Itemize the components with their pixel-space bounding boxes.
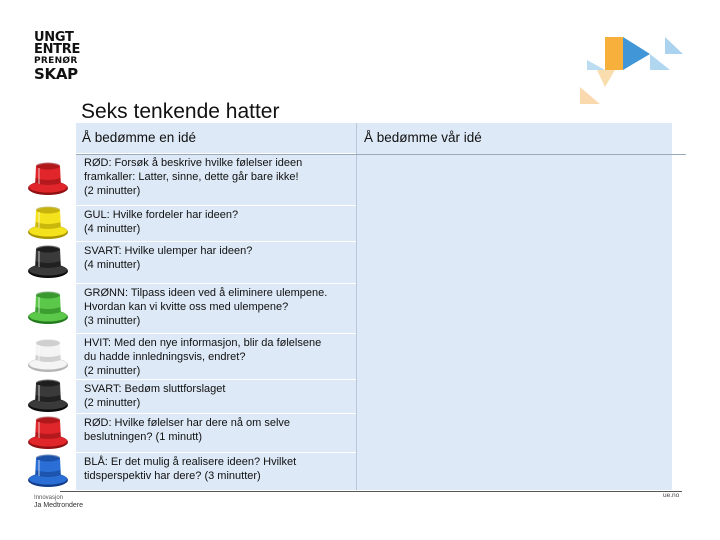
row-text-line: BLÅ: Er det mulig å realisere ideen? Hvilket bbox=[84, 456, 297, 468]
table-row bbox=[76, 153, 356, 205]
row-text-line: (4 minutter) bbox=[84, 223, 141, 236]
row-text-line: (3 minutter) bbox=[84, 315, 141, 328]
row-text-line: framkaller: Latter, sinne, dette går bare ikke! bbox=[84, 171, 299, 184]
logo-line-3: PRENØR bbox=[34, 56, 78, 66]
footer-brand bbox=[34, 495, 83, 509]
footer-divider bbox=[60, 491, 682, 492]
ungt-entreprenorskap-logo bbox=[34, 32, 94, 82]
page-title: Seks tenkende hatter bbox=[81, 100, 280, 123]
logo-line-1: UNGT bbox=[34, 30, 74, 45]
blue-hat-icon bbox=[26, 450, 70, 490]
hats-table bbox=[76, 123, 672, 490]
logo-line-4: SKAP bbox=[34, 65, 78, 83]
logo-line-2: ENTRE bbox=[34, 42, 81, 57]
table-row bbox=[76, 205, 356, 241]
right-column-header: Å bedømme vår idé bbox=[364, 130, 482, 145]
row-text-line: du hadde innledningsvis, endret? bbox=[84, 351, 246, 364]
column-divider bbox=[356, 123, 357, 490]
row-text-line: HVIT: Med den nye informasjon, blir da følelsene bbox=[84, 337, 322, 349]
white-hat-icon bbox=[26, 335, 70, 375]
footer-url: ue.no bbox=[663, 492, 680, 499]
left-column-header: Å bedømme en idé bbox=[82, 130, 197, 145]
row-text-line: (2 minutter) bbox=[84, 365, 141, 378]
table-row bbox=[76, 413, 356, 452]
black-hat-icon bbox=[26, 375, 70, 415]
table-row bbox=[76, 452, 356, 490]
green-hat-icon bbox=[26, 287, 70, 327]
left-column bbox=[76, 123, 356, 490]
row-text-line: GRØNN: Tilpass ideen ved å eliminere ulempene. bbox=[84, 287, 328, 299]
right-column bbox=[358, 123, 672, 490]
row-text-line: (2 minutter) bbox=[84, 397, 141, 410]
row-text-line: (4 minutter) bbox=[84, 259, 141, 272]
table-row bbox=[76, 283, 356, 333]
footer-brand-small: Innovasjon bbox=[34, 495, 64, 501]
row-text-line: RØD: Forsøk å beskrive hvilke følelser ideen bbox=[84, 157, 303, 169]
red-hat-icon bbox=[26, 412, 70, 452]
black-hat-icon bbox=[26, 241, 70, 281]
table-row bbox=[76, 241, 356, 283]
row-text-line: SVART: Hvilke ulemper har ideen? bbox=[84, 245, 253, 257]
row-text-line: tidsperspektiv har dere? (3 minutter) bbox=[84, 470, 261, 483]
table-row bbox=[76, 333, 356, 379]
row-text-line: RØD: Hvilke følelser har dere nå om selve bbox=[84, 417, 291, 429]
yellow-hat-icon bbox=[26, 202, 70, 242]
row-text-line: GUL: Hvilke fordeler har ideen? bbox=[84, 209, 239, 221]
footer-brand-name: Ja Medtrondere bbox=[34, 502, 84, 509]
row-text-line: beslutningen? (1 minutt) bbox=[84, 431, 203, 444]
red-hat-icon bbox=[26, 158, 70, 198]
row-text-line: Hvordan kan vi kvitte oss med ulempene? bbox=[84, 301, 289, 314]
row-text-line: SVART: Bedøm sluttforslaget bbox=[84, 383, 226, 395]
header-divider bbox=[76, 154, 686, 155]
table-row bbox=[76, 379, 356, 413]
decorative-shapes bbox=[575, 32, 687, 107]
row-text-line: (2 minutter) bbox=[84, 185, 141, 198]
